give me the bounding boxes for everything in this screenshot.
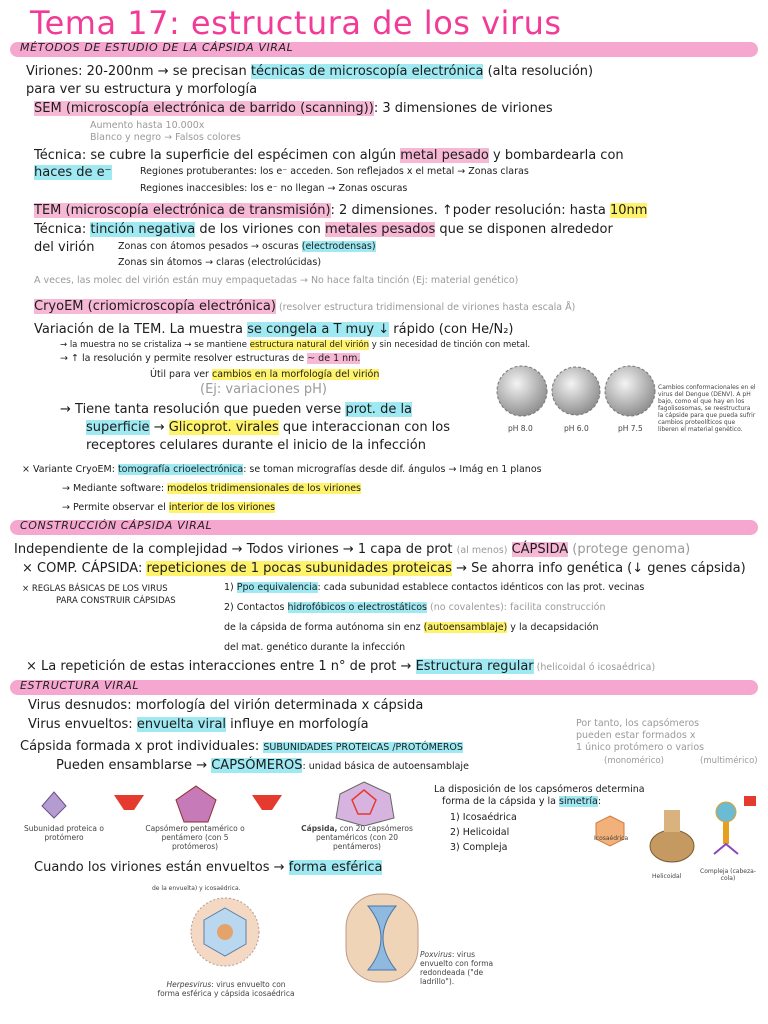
text-line: haces de e⁻ xyxy=(34,165,112,180)
pentamer-icon xyxy=(176,786,216,822)
helical-virus-icon xyxy=(650,830,694,862)
section-band-metodos xyxy=(10,42,758,57)
figure-caption: Capsómero pentamérico o pentámero (con 5 protómeros) xyxy=(145,824,245,851)
ph-label: pH 8.0 xyxy=(508,424,533,433)
virion-ph75-icon xyxy=(605,366,655,416)
text-line: de la cápsida de forma autónoma sin enz (autoensamblaje) y la decapsidación xyxy=(224,622,599,633)
list-item: 2) Helicoidal xyxy=(450,827,510,838)
text-line: PARA CONSTRUIR CÁPSIDAS xyxy=(56,596,176,606)
text-line: → Mediante software: modelos tridimensionales de los viriones xyxy=(62,483,362,494)
figure-caption: Subunidad proteica o protómero xyxy=(24,824,104,842)
phage-legs-icon xyxy=(714,844,738,854)
text-line: receptores celulares durante el inicio de la infección xyxy=(86,438,426,453)
text-line: Independiente de la complejidad → Todos viriones → 1 capa de prot (al menos) CÁPSIDA (protege genoma) xyxy=(14,542,691,557)
text-line: para ver su estructura y morfología xyxy=(26,82,258,97)
note-line: A veces, las molec del virión están muy empaquetadas → No hace falta tinción (Ej: material genético) xyxy=(34,275,519,286)
list-item: 1) Icosaédrica xyxy=(450,812,517,823)
poxvirus-image xyxy=(316,890,426,986)
text-line: 2) Contactos hidrofóbicos o electrostáticos (no covalentes): facilita construcción xyxy=(224,602,606,613)
section-band-construccion xyxy=(10,520,758,535)
text-line: Cápsida formada x prot individuales: SUBUNIDADES PROTEICAS /PROTÓMEROS xyxy=(20,739,463,754)
text-line: Regiones inaccesibles: los e⁻ no llegan → Zonas oscuras xyxy=(140,183,408,194)
figure-caption: Herpesvirus: virus envuelto con forma esférica y cápsida icosaédrica xyxy=(157,980,295,998)
herpesvirus-figure xyxy=(150,884,300,1014)
phage-head-icon xyxy=(716,802,736,822)
text-line: Técnica: se cubre la superficie del espécimen con algún metal pesado y bombardearla con xyxy=(34,148,624,163)
note-line: Blanco y negro → Falsos colores xyxy=(90,132,241,143)
icosahedral-capsid-icon xyxy=(336,782,394,826)
phage-tail-icon xyxy=(723,822,729,844)
capsid-assembly-figure xyxy=(24,780,424,850)
note-line: (monomérico) xyxy=(604,756,664,766)
text-line: del mat. genético durante la infección xyxy=(224,642,406,653)
ph-label: pH 6.0 xyxy=(564,424,589,433)
figure-caption: Cápsida, con 20 capsómeros pentaméricos (con 20 pentámeros) xyxy=(301,824,413,851)
text-line: Variación de la TEM. La muestra se congela a T muy ↓ rápido (con He/N₂) xyxy=(34,322,514,337)
publisher-logo-icon xyxy=(744,796,756,806)
text-line: Virus desnudos: morfología del virión determinada x cápsida xyxy=(28,698,424,713)
section-title: MÉTODOS DE ESTUDIO DE LA CÁPSIDA VIRAL xyxy=(20,41,294,54)
figure-label: Icosaédrica xyxy=(594,835,629,842)
ph-label: pH 7.5 xyxy=(618,424,643,433)
symmetry-diagrams xyxy=(588,796,758,868)
text-line: Zonas con átomos pesados → oscuras (electrodensas) xyxy=(118,241,376,252)
text-line: Cuando los viriones están envueltos → forma esférica xyxy=(34,860,383,875)
text-line: → la muestra no se cristaliza → se mantiene estructura natural del virión y sin necesidad de tinción con metal. xyxy=(60,340,531,350)
arrow-icon xyxy=(252,795,282,810)
page-title: Tema 17: estructura de los virus xyxy=(30,4,562,42)
note-line: 1 único protómero o varios xyxy=(576,742,705,753)
text-line: La disposición de los capsómeros determina xyxy=(434,784,645,795)
figure-caption: Cambios conformacionales en el virus del Dengue (DENV). A pH bajo, como el que hay en los fagolisosomas, se reestructura la cápside para que pueda sufrir cambios proteolíticos que liberen el material genético. xyxy=(658,384,756,433)
section-title: CONSTRUCCIÓN CÁPSIDA VIRAL xyxy=(20,519,213,532)
virion-ph8-icon xyxy=(497,366,547,416)
text-line: → Permite observar el interior de los viriones xyxy=(62,502,276,513)
note-line: Aumento hasta 10.000x xyxy=(90,120,205,131)
arrow-icon xyxy=(114,795,144,810)
herpes-genome-icon xyxy=(217,924,233,940)
text-line: Virus envueltos: envuelta viral influye en morfología xyxy=(28,717,369,732)
text-line: Viriones: 20-200nm → se precisan técnicas de microscopía electrónica (alta resolución) xyxy=(26,64,594,79)
text-line: × REGLAS BÁSICAS DE LOS VIRUS xyxy=(22,584,168,594)
note-line: (Ej: variaciones pH) xyxy=(200,382,327,397)
text-line: Técnica: tinción negativa de los viriones con metales pesados que se disponen alrededor xyxy=(34,222,613,237)
figure-caption: Poxvirus: virus envuelto con forma redondeada ("de ladrillo"). xyxy=(420,950,494,986)
text-line: Pueden ensamblarse → CAPSÓMEROS: unidad básica de autoensamblaje xyxy=(56,758,469,773)
list-item: 3) Compleja xyxy=(450,842,508,853)
text-line: Zonas sin átomos → claras (electrolúcidas) xyxy=(118,257,322,268)
text-line: SEM (microscopía electrónica de barrido (scanning)): 3 dimensiones de viriones xyxy=(34,101,553,116)
figure-cut-caption: de la envuelta) y icosaédrica. xyxy=(152,885,241,892)
text-line: × La repetición de estas interacciones entre 1 n° de prot → Estructura regular (helicoidal ó icosaédrica) xyxy=(26,659,656,674)
capsid-assembly-diagram xyxy=(24,780,424,826)
dengue-figure xyxy=(496,356,758,436)
note-line: pueden estar formados x xyxy=(576,730,696,741)
note-line: (multimérico) xyxy=(700,756,758,766)
section-band-estructura xyxy=(10,680,758,695)
helical-rod-icon xyxy=(664,810,680,832)
text-line: Regiones protuberantes: los e⁻ acceden. Son reflejados x el metal → Zonas claras xyxy=(140,166,529,177)
text-line: TEM (microscopía electrónica de transmisión): 2 dimensiones. ↑poder resolución: hasta 10nm xyxy=(34,203,648,218)
text-line: → ↑ la resolución y permite resolver estructuras de ~ de 1 nm. xyxy=(60,353,361,364)
symmetry-figure xyxy=(588,796,758,892)
text-line: × Variante CryoEM: tomografía crioelectrónica: se toman micrografías desde dif. ángulos → Imág en 1 planos xyxy=(22,464,542,475)
section-title: ESTRUCTURA VIRAL xyxy=(20,679,140,692)
text-line: 1) Ppo equivalencia: cada subunidad establece contactos idénticos con las prot. vecinas xyxy=(224,582,645,593)
protomer-icon xyxy=(42,792,66,818)
poxvirus-figure xyxy=(316,890,506,1000)
text-line: × COMP. CÁPSIDA: repeticiones de 1 pocas subunidades proteicas → Se ahorra info genética (↓ genes cápsida) xyxy=(22,561,746,576)
figure-label: Compleja (cabeza-cola) xyxy=(700,868,756,882)
text-line: del virión xyxy=(34,240,95,255)
text-line: superficie → Glicoprot. virales que interaccionan con los xyxy=(86,420,451,435)
herpesvirus-image xyxy=(150,892,300,974)
virion-ph6-icon xyxy=(552,367,600,415)
text-line: → Tiene tanta resolución que pueden verse prot. de la xyxy=(60,402,413,417)
text-line: Útil para ver cambios en la morfología del virión xyxy=(150,369,380,380)
text-line: CryoEM (criomicroscopía electrónica) (resolver estructura tridimensional de viriones hasta escala Å) xyxy=(34,299,576,314)
figure-label: Helicoidal xyxy=(652,873,682,880)
note-line: Por tanto, los capsómeros xyxy=(576,718,700,729)
text-line: forma de la cápsida y la simetría: xyxy=(442,796,602,807)
